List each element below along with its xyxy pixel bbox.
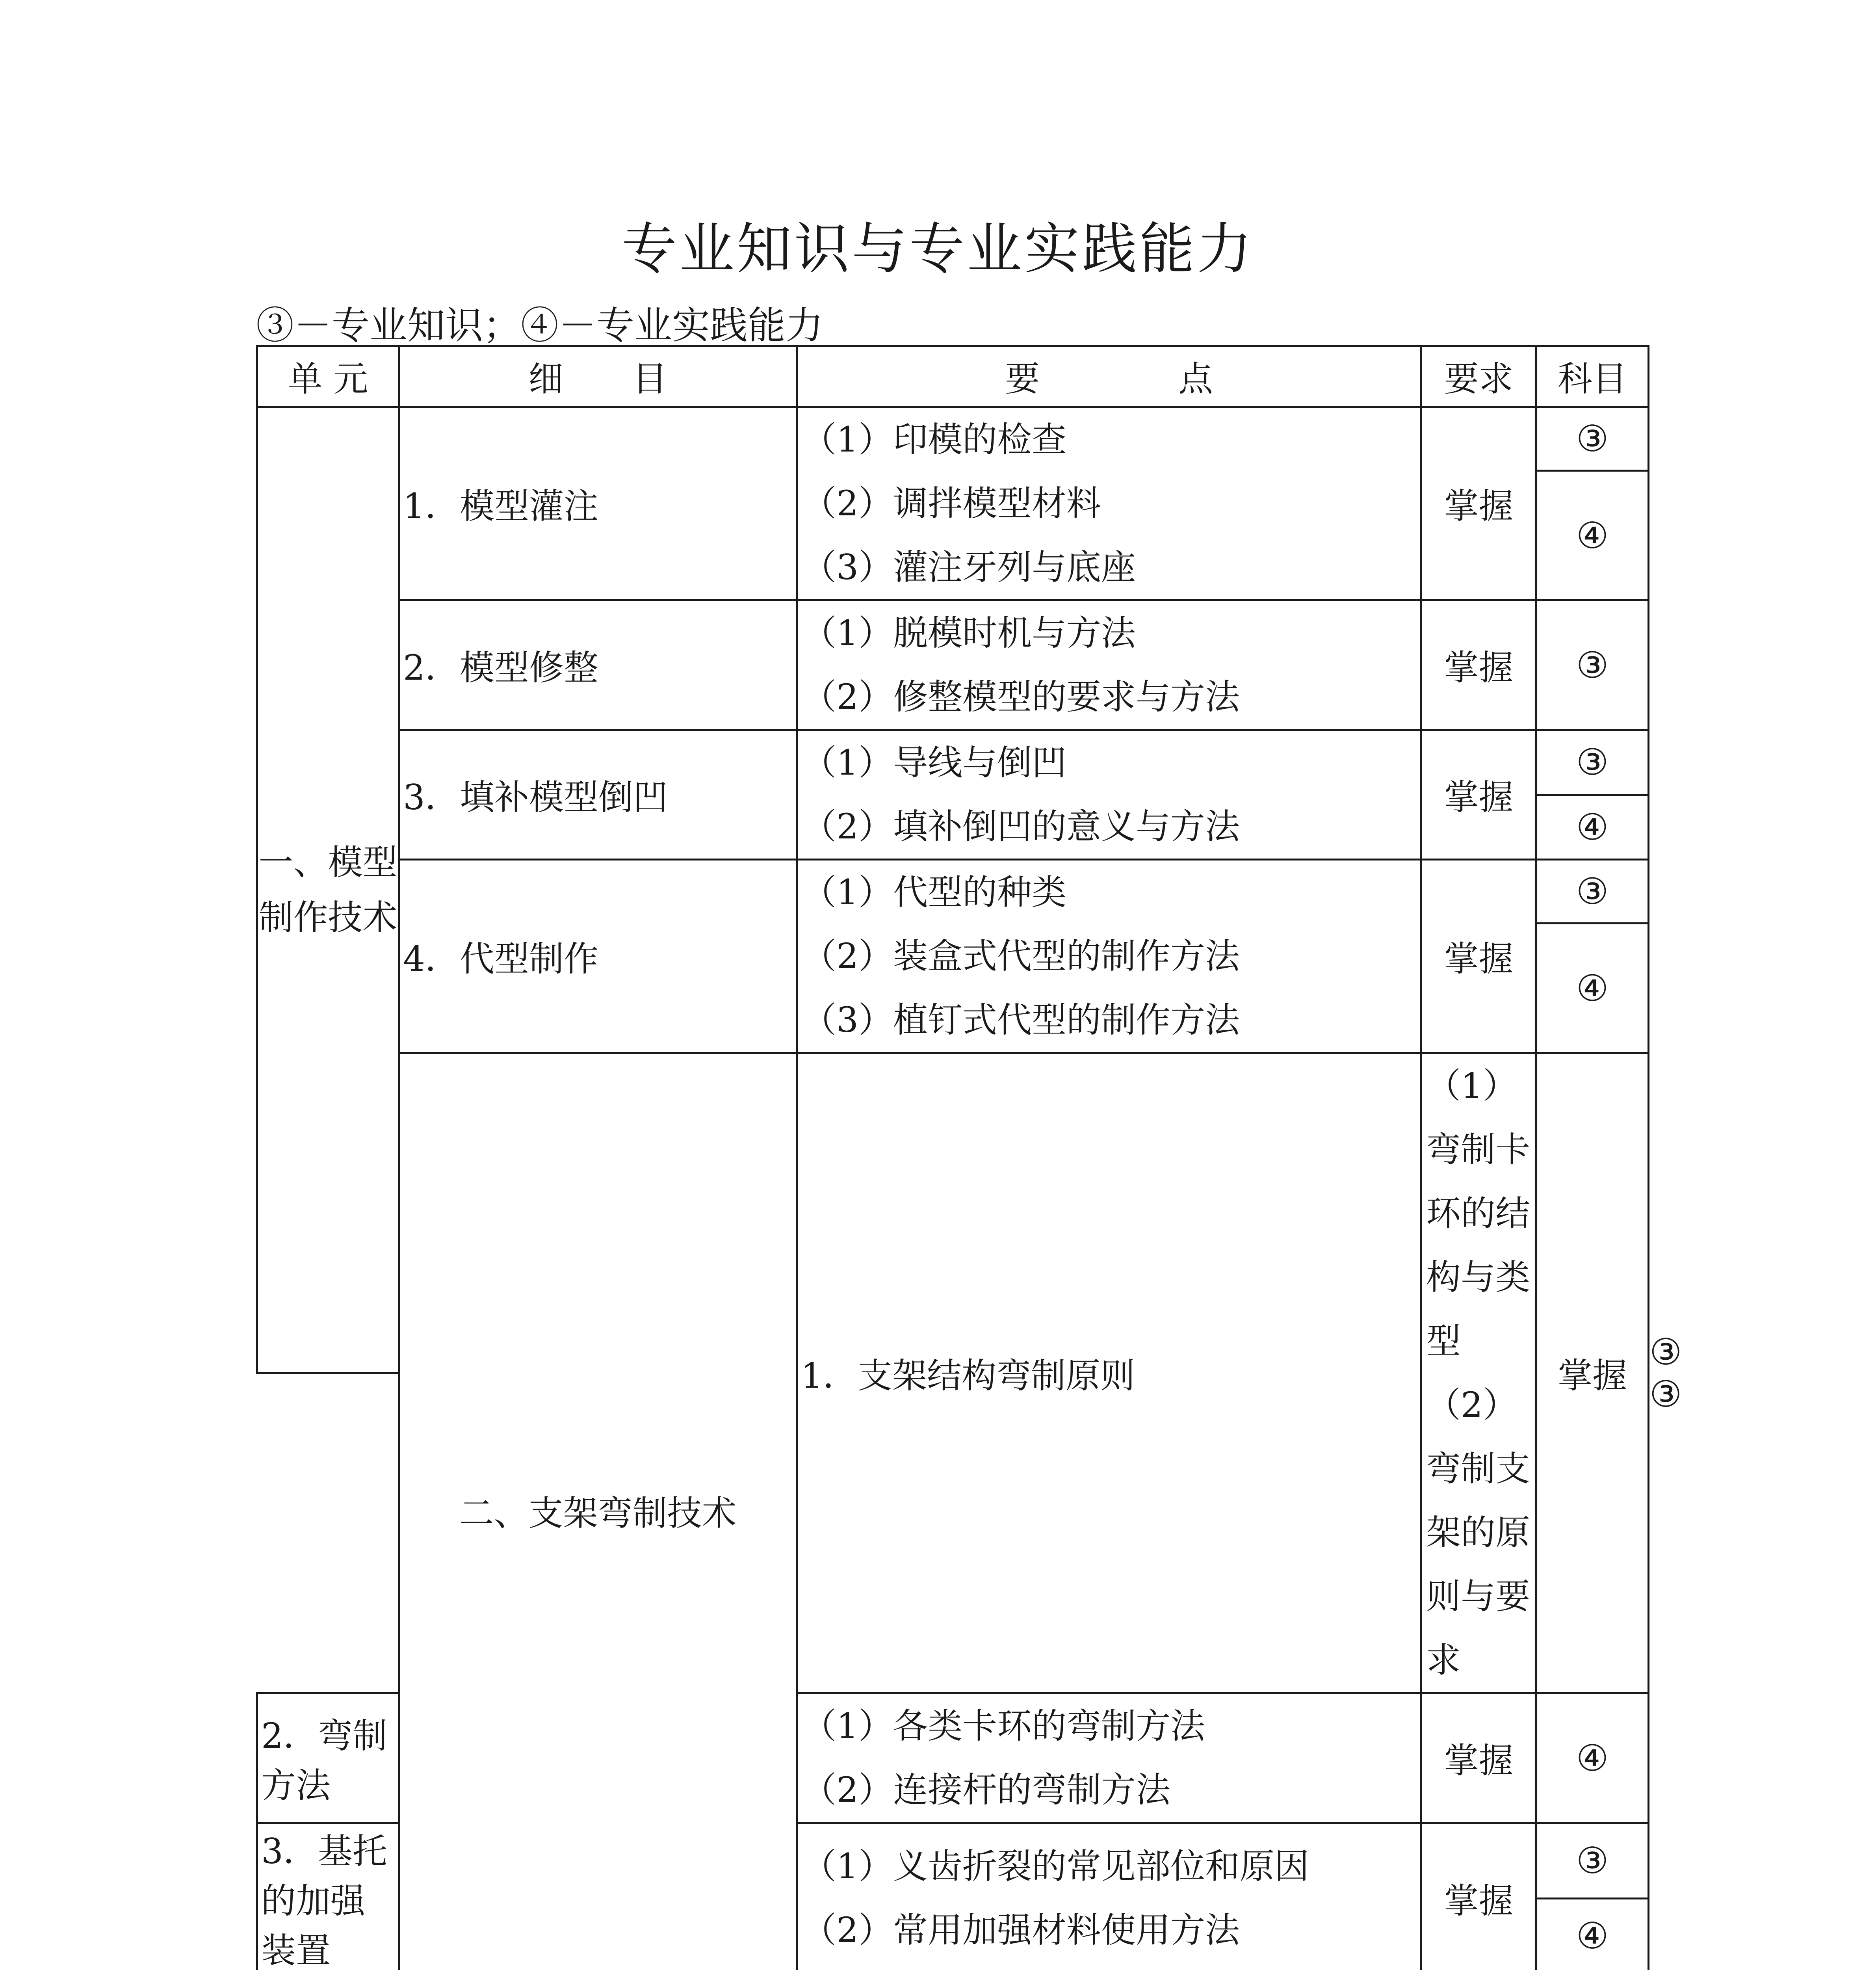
point-item: （2）弯制支架的原则与要求 (1426, 1385, 1531, 1680)
point-item: （1）代型的种类 (802, 872, 1066, 913)
requirement-cell: 掌握 (1421, 1823, 1536, 1970)
requirement-cell: 掌握 (1421, 730, 1536, 860)
header-requirement: 要求 (1421, 346, 1536, 407)
point-item: （3）灌注牙列与底座 (802, 547, 1136, 587)
unit-name: 一、模型制作技术 (257, 407, 399, 1373)
point-item: （2）装盒式代型的制作方法 (802, 936, 1240, 976)
detail-cell: 2．模型修整 (399, 600, 797, 730)
detail-cell: 1．支架结构弯制原则 (797, 1053, 1421, 1693)
point-item: （1）各类卡环的弯制方法 (802, 1706, 1205, 1746)
requirement-cell: 掌握 (1421, 407, 1536, 600)
header-points: 要 点 (797, 346, 1421, 407)
requirement-cell: 掌握 (1536, 1053, 1649, 1693)
detail-cell: 2．弯制方法 (257, 1693, 399, 1823)
requirement-cell: 掌握 (1421, 1693, 1536, 1823)
subject-legend: ③－专业知识；④－专业实践能力 (256, 303, 823, 348)
point-item: （2）调拌模型材料 (802, 483, 1101, 524)
point-item: （2）常用加强材料使用方法 (802, 1910, 1240, 1950)
point-item: （2）连接杆的弯制方法 (802, 1769, 1170, 1810)
point-item: （1）导线与倒凹 (802, 742, 1066, 783)
requirement-cell: 掌握 (1421, 600, 1536, 730)
point-item: （1）弯制卡环的结构与类型 (1426, 1065, 1531, 1361)
point-item: （1）义齿折裂的常见部位和原因 (802, 1846, 1309, 1886)
points-cell (1421, 1053, 1536, 1693)
subject-cell: ③ (1536, 1823, 1649, 1899)
header-detail: 细 目 (399, 346, 797, 407)
subject-cell: ④ (1536, 924, 1649, 1053)
points-cell (797, 1823, 1421, 1970)
table-row (257, 860, 1649, 924)
points-cell (797, 1693, 1421, 1823)
header-unit: 单 元 (257, 346, 399, 407)
detail-cell: 3．填补模型倒凹 (399, 730, 797, 860)
point-item: （2）修整模型的要求与方法 (802, 676, 1240, 717)
table-row (257, 600, 1649, 665)
subject-cell: ③ (1536, 600, 1649, 730)
unit-name: 二、支架弯制技术 (399, 1053, 797, 1970)
detail-cell: 4．代型制作 (399, 860, 797, 1053)
points-cell (797, 860, 1421, 1053)
requirement-cell: 掌握 (1421, 860, 1536, 1053)
subject-cell: ④ (1536, 471, 1649, 600)
subject-cell: ③ (1536, 860, 1649, 924)
table-header-row (257, 346, 1649, 407)
syllabus-table (256, 345, 1682, 1970)
detail-cell: 1．模型灌注 (399, 407, 797, 600)
detail-cell: 3．基托的加强装置 (257, 1823, 399, 1970)
table-row (257, 407, 1649, 471)
point-item: （3）植钉式代型的制作方法 (802, 1000, 1240, 1040)
points-cell (797, 730, 1421, 860)
subject-cell: ③ (1536, 730, 1649, 795)
point-item: （1）印模的检查 (802, 419, 1066, 460)
subject-cell: ③ (1536, 407, 1649, 471)
table-row (257, 730, 1649, 795)
point-item: （2）填补倒凹的意义与方法 (802, 806, 1240, 847)
points-cell (797, 600, 1421, 730)
subject-cell: ④ (1536, 1693, 1649, 1823)
table-row: 二、支架弯制技术 1．支架结构弯制原则 （1）弯制卡环的结构与类型 （2）弯制支架的原则与要求 掌握 ③ ③ (257, 1053, 1649, 1373)
subject-cell: ④ (1536, 1898, 1649, 1970)
subject-cell: ④ (1536, 795, 1649, 860)
page-title: 专业知识与专业实践能力 (621, 217, 1254, 281)
header-subject: 科目 (1536, 346, 1649, 407)
point-item: （1）脱模时机与方法 (802, 613, 1136, 653)
points-cell (797, 407, 1421, 600)
